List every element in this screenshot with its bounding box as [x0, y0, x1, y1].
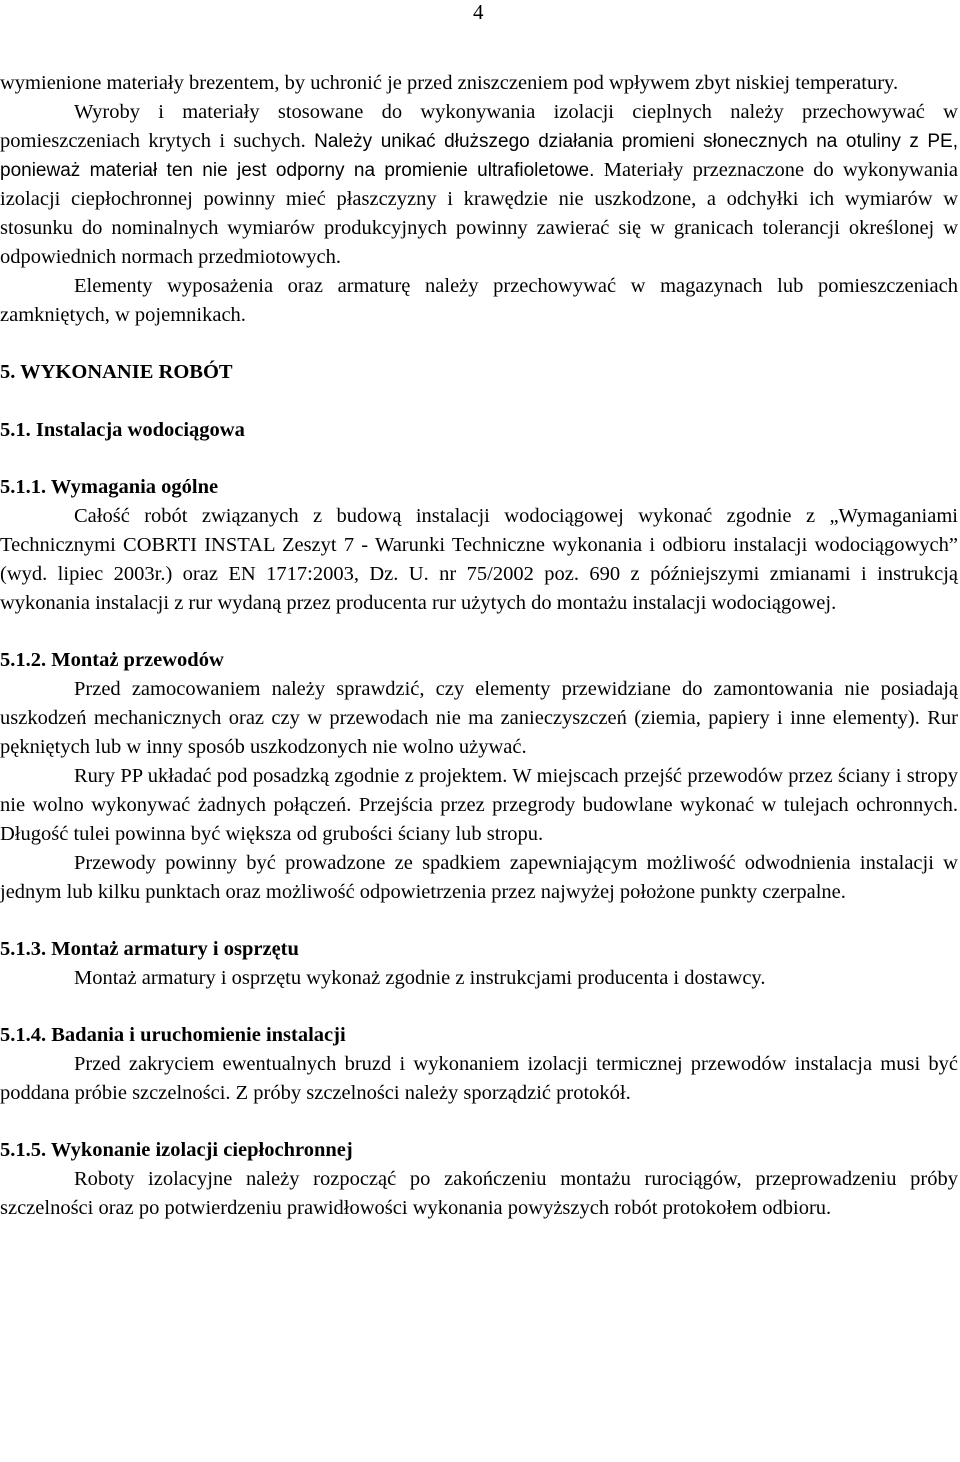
- section-5-1-2-heading: 5.1.2. Montaż przewodów: [0, 649, 224, 671]
- section-5-1-1-heading: 5.1.1. Wymagania ogólne: [0, 476, 219, 498]
- intro-paragraph-2-part-c: Materiały przeznaczone do wykonywania izolacji ciepłochronnej powinny mieć płaszczyzny i krawędzie nie uszkodzone, a odchyłki ich wymiarów w stosunku do nominalnych wymiarów produkcyjnych powinny zawierać się w granicach tolerancji określonej w odpowiednich normach przedmiotowych.: [0, 159, 958, 268]
- intro-paragraph-3: Elementy wyposażenia oraz armaturę należy przechowywać w magazynach lub pomieszczeniach zamkniętych, w pojemnikach.: [0, 275, 958, 326]
- page-number: 4: [473, 0, 484, 24]
- section-5-heading: 5. WYKONANIE ROBÓT: [0, 361, 233, 383]
- section-5-1-5-heading: 5.1.5. Wykonanie izolacji ciepłochronnej: [0, 1139, 353, 1161]
- intro-paragraph-2-part-a: Wyroby i materiały stosowane do wykonywania izolacji cieplnych należy przechowywać w pomieszczeniach krytych i suchych.: [0, 101, 958, 152]
- section-5-1-2-paragraph-3: Przewody powinny być prowadzone ze spadkiem zapewniającym możliwość odwodnienia instalacji w jednym lub kilku punktach oraz możliwość odpowietrzenia przez najwyżej położone punkty czerpalne.: [0, 852, 958, 903]
- section-5-1-5-paragraph: Roboty izolacyjne należy rozpocząć po zakończeniu montażu rurociągów, przeprowadzeniu próby szczelności oraz po potwierdzeniu prawidłowości wykonania powyższych robót protokołem odbioru.: [0, 1168, 958, 1219]
- section-5-1-2-paragraph-2: Rury PP układać pod posadzką zgodnie z projektem. W miejscach przejść przewodów przez ściany i stropy nie wolno wykonywać żadnych połączeń. Przejścia przez przegrody budowlane wykonać w tulejach ochronnych. Długość tulei powinna być większa od grubości ściany lub stropu.: [0, 765, 958, 845]
- section-5-1-3-heading: 5.1.3. Montaż armatury i osprzętu: [0, 938, 299, 960]
- document-body: [0, 69, 958, 1223]
- section-5-1-heading: 5.1. Instalacja wodociągowa: [0, 419, 245, 441]
- section-5-1-4-heading: 5.1.4. Badania i uruchomienie instalacji: [0, 1024, 346, 1046]
- intro-paragraph-2: [0, 98, 958, 272]
- section-5-1-1-paragraph: Całość robót związanych z budową instalacji wodociągowej wykonać zgodnie z „Wymaganiami Technicznymi COBRTI INSTAL Zeszyt 7 - Warunki Techniczne wykonania i odbioru instalacji wodociągowych” (wyd. lipiec 2003r.) oraz EN 1717:2003, Dz. U. nr 75/2002 poz. 690 z późniejszymi zmianami i instrukcją wykonania instalacji z rur wydaną przez producenta rur użytych do montażu instalacji wodociągowej.: [0, 505, 958, 614]
- section-5-1-4-paragraph: Przed zakryciem ewentualnych bruzd i wykonaniem izolacji termicznej przewodów instalacja musi być poddana próbie szczelności. Z próby szczelności należy sporządzić protokół.: [0, 1053, 958, 1104]
- intro-paragraph-1: wymienione materiały brezentem, by uchronić je przed zniszczeniem pod wpływem zbyt niskiej temperatury.: [0, 72, 899, 94]
- section-5-1-3-paragraph: Montaż armatury i osprzętu wykonaż zgodnie z instrukcjami producenta i dostawcy.: [74, 967, 766, 989]
- section-5-1-2-paragraph-1: Przed zamocowaniem należy sprawdzić, czy elementy przewidziane do zamontowania nie posiadają uszkodzeń mechanicznych oraz czy w przewodach nie ma zanieczyszczeń (ziemia, papiery i inne elementy). Rur pękniętych lub w inny sposób uszkodzonych nie wolno używać.: [0, 678, 958, 758]
- intro-paragraph-2-part-b: Należy unikać dłuższego działania promieni słonecznych na otuliny z PE, ponieważ materiał ten nie jest odporny na promienie ultrafioletowe.: [0, 131, 958, 181]
